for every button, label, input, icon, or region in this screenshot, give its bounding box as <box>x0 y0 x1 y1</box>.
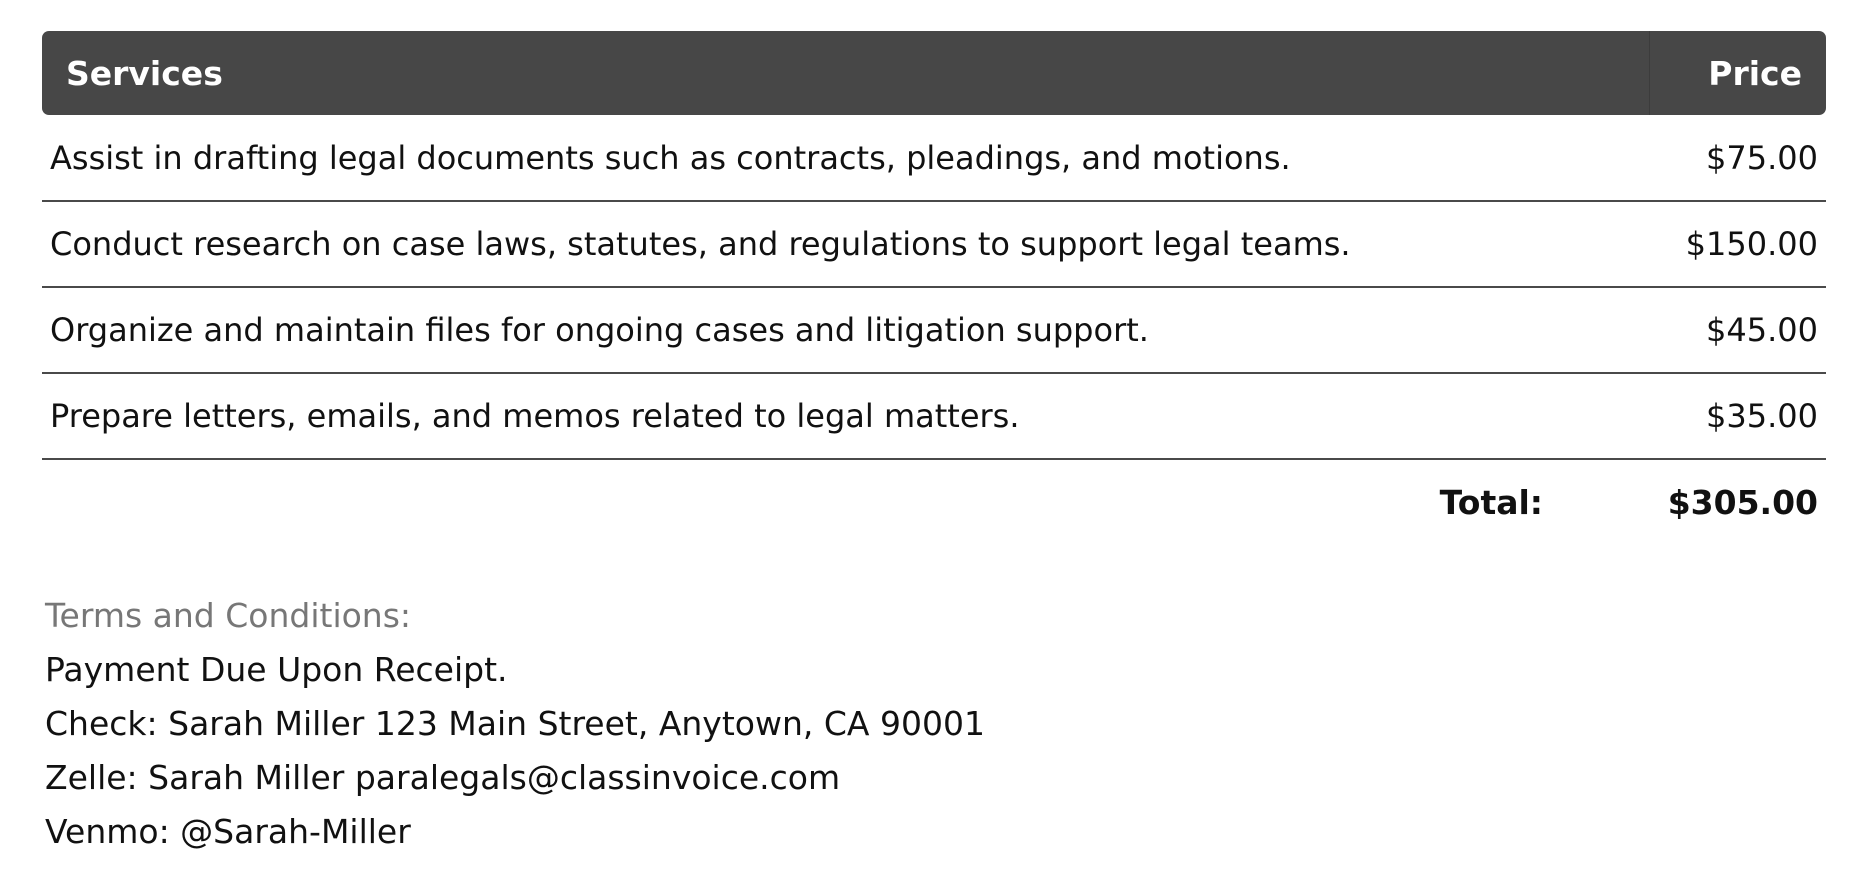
price-column-header: Price <box>1649 31 1826 115</box>
terms-payment-due: Payment Due Upon Receipt. <box>45 650 508 689</box>
service-description: Assist in drafting legal documents such as contracts, pleadings, and motions. <box>42 115 1649 201</box>
total-label: Total: <box>1439 483 1543 522</box>
table-header-row <box>42 31 1826 115</box>
terms-check-address: Check: Sarah Miller 123 Main Street, Anytown, CA 90001 <box>45 704 985 743</box>
table-row <box>42 115 1826 201</box>
total-value: $305.00 <box>1667 483 1818 522</box>
table-row <box>42 287 1826 373</box>
service-price: $75.00 <box>1649 115 1826 201</box>
terms-heading: Terms and Conditions: <box>45 596 412 635</box>
service-description: Organize and maintain files for ongoing cases and litigation support. <box>42 287 1649 373</box>
services-table <box>42 31 1826 545</box>
terms-venmo: Venmo: @Sarah-Miller <box>45 812 411 851</box>
table-row <box>42 373 1826 459</box>
services-column-header: Services <box>42 31 1649 115</box>
terms-section <box>42 589 1826 859</box>
service-price: $45.00 <box>1649 287 1826 373</box>
service-description: Prepare letters, emails, and memos related to legal matters. <box>42 373 1649 459</box>
terms-zelle: Zelle: Sarah Miller paralegals@classinvoice.com <box>45 758 841 797</box>
total-row <box>42 459 1826 545</box>
service-description: Conduct research on case laws, statutes, and regulations to support legal teams. <box>42 201 1649 287</box>
service-price: $35.00 <box>1649 373 1826 459</box>
service-price: $150.00 <box>1649 201 1826 287</box>
table-row <box>42 201 1826 287</box>
